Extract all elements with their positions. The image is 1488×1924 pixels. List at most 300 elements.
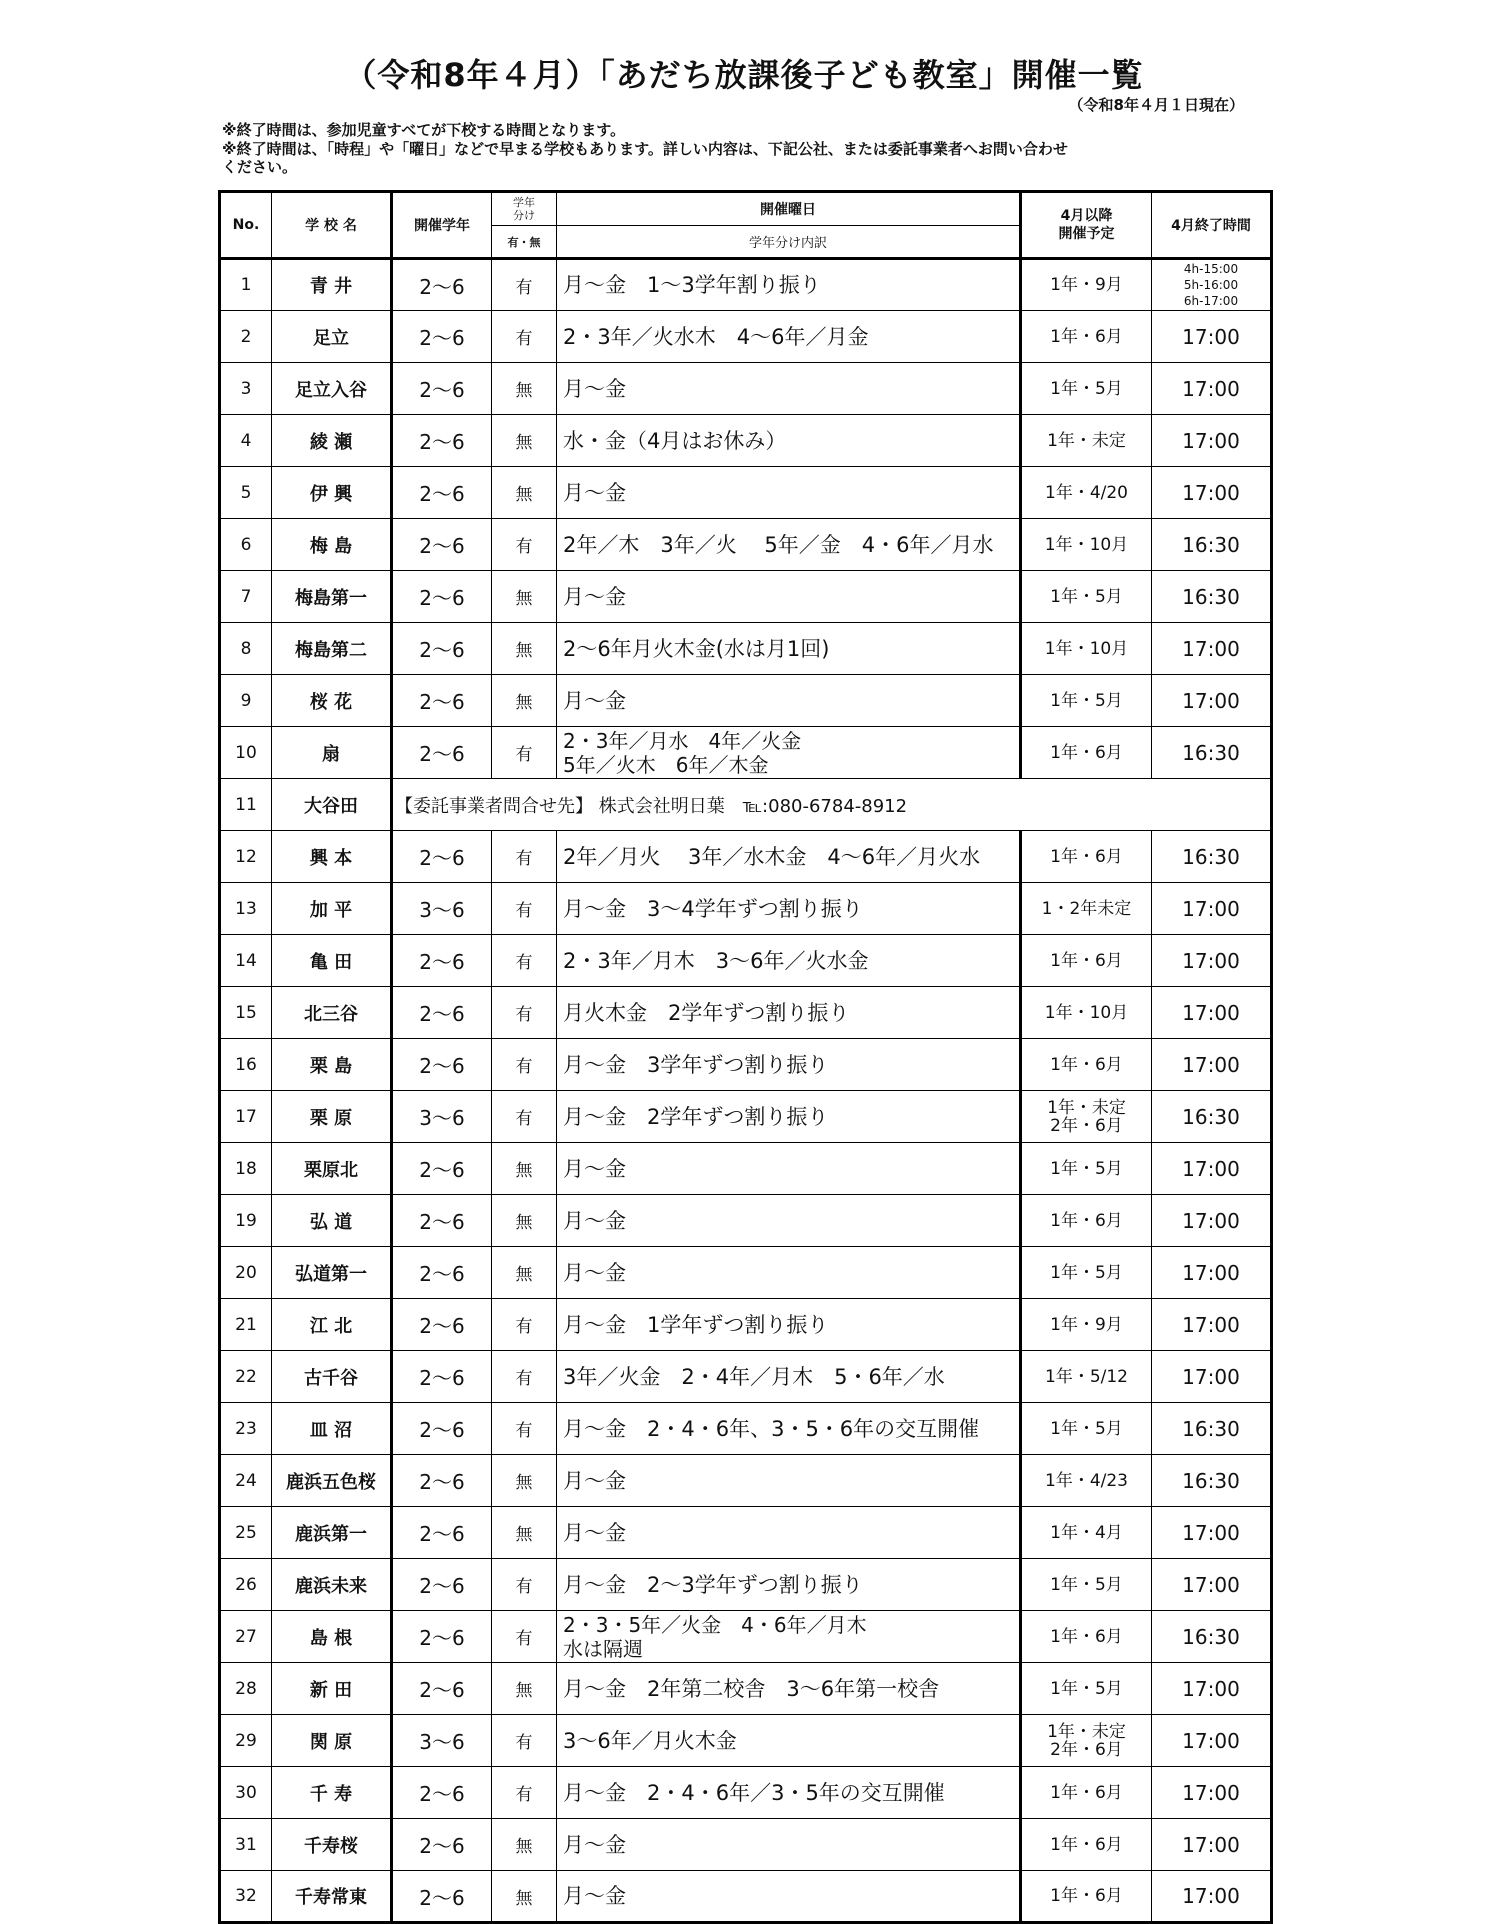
- plan-line: 1年・未定: [1047, 1721, 1126, 1742]
- row-number: 11: [220, 779, 272, 831]
- plan-after-april: [1021, 1143, 1152, 1195]
- end-time-line: 5h-16:00: [1183, 278, 1239, 292]
- plan-line: 1年・5月: [1050, 690, 1123, 711]
- school-name: 千 寿: [272, 1767, 392, 1819]
- plan-line: 1年・9月: [1050, 275, 1123, 295]
- end-time-line: 17:00: [1182, 1832, 1240, 1857]
- row-number: 26: [220, 1559, 272, 1611]
- table-row: [220, 675, 1272, 727]
- table-row: [220, 623, 1272, 675]
- grade-split: 有: [492, 1767, 557, 1819]
- grades: 2～6: [392, 1819, 492, 1871]
- end-time-line: 17:00: [1182, 636, 1240, 661]
- days-line: 2・3年／月水 4年／火金: [563, 728, 802, 753]
- header-plan: [1021, 192, 1152, 259]
- grades: 2～6: [392, 987, 492, 1039]
- end-time-line: 16:30: [1182, 844, 1240, 869]
- plan-after-april: [1021, 571, 1152, 623]
- as-of-date: （令和8年４月１日現在）: [1068, 96, 1244, 114]
- days-detail: [557, 363, 1021, 415]
- plan-line: 1年・6月: [1050, 326, 1123, 347]
- days-detail: [557, 1559, 1021, 1611]
- end-time-line: 17:00: [1182, 1884, 1240, 1908]
- table-row: [220, 311, 1272, 363]
- table-row: [220, 259, 1272, 311]
- grades: 2～6: [392, 1663, 492, 1715]
- grades: 2～6: [392, 1559, 492, 1611]
- table-row: [220, 1559, 1272, 1611]
- april-end-time: [1152, 831, 1272, 883]
- end-time-line: 17:00: [1182, 1052, 1240, 1077]
- grades: 2～6: [392, 1299, 492, 1351]
- school-name: 栗原北: [272, 1143, 392, 1195]
- days-detail: [557, 1195, 1021, 1247]
- table-row: [220, 1247, 1272, 1299]
- plan-after-april: [1021, 623, 1152, 675]
- grades: 2～6: [392, 1767, 492, 1819]
- days-line: 月～金: [563, 1884, 626, 1908]
- days-line: 5年／火木 6年／木金: [563, 752, 769, 777]
- plan-after-april: [1021, 1767, 1152, 1819]
- row-number: 27: [220, 1611, 272, 1663]
- school-name: 鹿浜五色桜: [272, 1455, 392, 1507]
- end-time-line: 17:00: [1182, 1572, 1240, 1597]
- april-end-time: [1152, 623, 1272, 675]
- days-line: 月～金 1～3学年割り振り: [563, 273, 821, 297]
- grade-split: 有: [492, 311, 557, 363]
- school-name: 大谷田: [272, 779, 392, 831]
- grade-split: 無: [492, 623, 557, 675]
- plan-line: 1年・4月: [1050, 1522, 1123, 1543]
- school-name: 千寿桜: [272, 1819, 392, 1871]
- days-detail: [557, 259, 1021, 311]
- days-detail: [557, 727, 1021, 779]
- row-number: 24: [220, 1455, 272, 1507]
- schedule-table: [218, 190, 1273, 1924]
- school-name: 皿 沼: [272, 1403, 392, 1455]
- april-end-time: [1152, 1143, 1272, 1195]
- days-line: 月～金: [563, 1468, 626, 1493]
- april-end-time: [1152, 363, 1272, 415]
- plan-after-april: [1021, 1611, 1152, 1663]
- days-line: 2・3年／月木 3～6年／火水金: [563, 948, 869, 973]
- grades: 2～6: [392, 1195, 492, 1247]
- grade-split: 有: [492, 1299, 557, 1351]
- plan-after-april: [1021, 883, 1152, 935]
- table-row: [220, 987, 1272, 1039]
- plan-line: 1年・4/20: [1045, 482, 1128, 503]
- row-number: 1: [220, 259, 272, 311]
- row-number: 30: [220, 1767, 272, 1819]
- plan-line: 1年・5月: [1050, 378, 1123, 399]
- row-number: 22: [220, 1351, 272, 1403]
- grades: 2～6: [392, 571, 492, 623]
- school-name: 古千谷: [272, 1351, 392, 1403]
- plan-after-april: [1021, 1195, 1152, 1247]
- grade-split: 無: [492, 1871, 557, 1923]
- plan-line: 1年・10月: [1044, 534, 1129, 555]
- grades: 2～6: [392, 1351, 492, 1403]
- school-name: 鹿浜第一: [272, 1507, 392, 1559]
- plan-after-april: [1021, 1715, 1152, 1767]
- plan-after-april: [1021, 1819, 1152, 1871]
- plan-after-april: [1021, 259, 1152, 311]
- plan-after-april: [1021, 1299, 1152, 1351]
- grades: 2～6: [392, 831, 492, 883]
- days-line: 月～金: [563, 1156, 626, 1181]
- plan-after-april: [1021, 1039, 1152, 1091]
- header-days: 開催曜日: [557, 192, 1021, 226]
- grade-split: 有: [492, 883, 557, 935]
- table-row: [220, 1871, 1272, 1923]
- plan-line: 1年・10月: [1044, 1002, 1129, 1023]
- days-line: 月～金: [563, 480, 626, 505]
- school-name: 足立入谷: [272, 363, 392, 415]
- table-row: [220, 1195, 1272, 1247]
- end-time-line: 17:00: [1182, 1000, 1240, 1025]
- days-detail: [557, 1507, 1021, 1559]
- school-name: 興 本: [272, 831, 392, 883]
- end-time-line: 17:00: [1182, 1520, 1240, 1545]
- end-time-line: 17:00: [1182, 1676, 1240, 1701]
- plan-line: 1年・5月: [1050, 1678, 1123, 1699]
- end-time-line: 17:00: [1182, 688, 1240, 713]
- days-detail: [557, 1351, 1021, 1403]
- grades: 2～6: [392, 259, 492, 311]
- grades: 2～6: [392, 623, 492, 675]
- april-end-time: [1152, 259, 1272, 311]
- days-detail: [557, 467, 1021, 519]
- page-title: （令和8年４月）「あだち放課後子ども教室」開催一覧: [344, 56, 1144, 94]
- grade-split: 無: [492, 1507, 557, 1559]
- plan-line: 1年・未定: [1047, 430, 1126, 451]
- april-end-time: [1152, 1715, 1272, 1767]
- table-row: [220, 883, 1272, 935]
- table-row: [220, 935, 1272, 987]
- school-name: 梅島第二: [272, 623, 392, 675]
- school-name: 伊 興: [272, 467, 392, 519]
- table-row: [220, 831, 1272, 883]
- april-end-time: [1152, 1351, 1272, 1403]
- grades: 2～6: [392, 1871, 492, 1923]
- days-detail: [557, 1767, 1021, 1819]
- april-end-time: [1152, 1455, 1272, 1507]
- plan-after-april: [1021, 935, 1152, 987]
- days-detail: [557, 1455, 1021, 1507]
- days-line: 月～金 2・4・6年、3・5・6年の交互開催: [563, 1416, 980, 1441]
- grades: 3～6: [392, 1715, 492, 1767]
- note-line: ※終了時間は、参加児童すべてが下校する時間となります。: [222, 121, 626, 139]
- plan-after-april: [1021, 1507, 1152, 1559]
- end-time-line: 17:00: [1182, 1364, 1240, 1389]
- plan-line: 1年・5月: [1050, 1158, 1123, 1179]
- plan-line: 1年・10月: [1044, 638, 1129, 659]
- grades: 3～6: [392, 1091, 492, 1143]
- end-time-line: 16:30: [1182, 1416, 1240, 1441]
- grades: 2～6: [392, 935, 492, 987]
- table-row: [220, 1663, 1272, 1715]
- plan-after-april: [1021, 1871, 1152, 1923]
- row-number: 20: [220, 1247, 272, 1299]
- school-name: 桜 花: [272, 675, 392, 727]
- grade-split: 無: [492, 1143, 557, 1195]
- plan-line: 1年・6月: [1050, 1054, 1123, 1075]
- table-row: [220, 779, 1272, 831]
- end-time-line: 17:00: [1182, 1260, 1240, 1285]
- april-end-time: [1152, 1195, 1272, 1247]
- april-end-time: [1152, 727, 1272, 779]
- row-number: 18: [220, 1143, 272, 1195]
- row-number: 25: [220, 1507, 272, 1559]
- april-end-time: [1152, 571, 1272, 623]
- plan-line: 1年・5月: [1050, 1418, 1123, 1439]
- plan-line: 1年・5月: [1050, 1574, 1123, 1595]
- end-time-line: 16:30: [1182, 740, 1240, 765]
- grade-split: 有: [492, 831, 557, 883]
- plan-line: 1年・6月: [1050, 1782, 1123, 1803]
- plan-line: 1年・6月: [1050, 742, 1123, 763]
- days-detail: [557, 571, 1021, 623]
- days-line: 月火木金 2学年ずつ割り振り: [563, 1000, 850, 1025]
- school-name: 鹿浜未来: [272, 1559, 392, 1611]
- april-end-time: [1152, 1091, 1272, 1143]
- school-name: 青 井: [272, 259, 392, 311]
- days-detail: [557, 1403, 1021, 1455]
- plan-line: 1年・6月: [1050, 950, 1123, 971]
- grade-split: 有: [492, 1559, 557, 1611]
- days-detail: [557, 1715, 1021, 1767]
- grade-split: 無: [492, 1819, 557, 1871]
- grades: 2～6: [392, 675, 492, 727]
- end-time-line: 16:30: [1182, 1624, 1240, 1649]
- grade-split: 有: [492, 1403, 557, 1455]
- plan-line: 1年・6月: [1050, 1834, 1123, 1855]
- days-detail: [557, 623, 1021, 675]
- days-detail: [557, 675, 1021, 727]
- plan-after-april: [1021, 1091, 1152, 1143]
- end-time-line: 17:00: [1182, 1208, 1240, 1233]
- plan-line: 1年・6月: [1050, 1626, 1123, 1647]
- row-number: 14: [220, 935, 272, 987]
- header-split: [492, 192, 557, 226]
- days-detail: [557, 1871, 1021, 1923]
- end-time-line: 6h-17:00: [1183, 294, 1239, 308]
- grade-split: 無: [492, 363, 557, 415]
- table-row: [220, 1715, 1272, 1767]
- days-detail: [557, 883, 1021, 935]
- days-detail: [557, 1819, 1021, 1871]
- grades: 2～6: [392, 415, 492, 467]
- april-end-time: [1152, 935, 1272, 987]
- days-line: 月～金 3～4学年ずつ割り振り: [563, 896, 863, 921]
- april-end-time: [1152, 1299, 1272, 1351]
- end-time-line: 17:00: [1182, 428, 1240, 453]
- plan-after-april: [1021, 519, 1152, 571]
- april-end-time: [1152, 519, 1272, 571]
- grade-split: 無: [492, 571, 557, 623]
- school-name: 栗 島: [272, 1039, 392, 1091]
- days-detail: [557, 1663, 1021, 1715]
- days-line: 2・3・5年／火金 4・6年／月木: [563, 1612, 867, 1637]
- header-no: No.: [220, 192, 272, 259]
- days-detail: [557, 311, 1021, 363]
- row-number: 19: [220, 1195, 272, 1247]
- grade-split: 有: [492, 519, 557, 571]
- school-name: 梅 島: [272, 519, 392, 571]
- april-end-time: [1152, 1559, 1272, 1611]
- april-end-time: [1152, 675, 1272, 727]
- end-time-line: 16:30: [1182, 532, 1240, 557]
- days-detail: [557, 1299, 1021, 1351]
- days-line: 月～金 2・4・6年／3・5年の交互開催: [563, 1780, 945, 1805]
- row-number: 10: [220, 727, 272, 779]
- plan-after-april: [1021, 1663, 1152, 1715]
- table-row: [220, 415, 1272, 467]
- days-detail: [557, 415, 1021, 467]
- note-line: ください。: [222, 158, 298, 176]
- header-plan-l1: 4月以降: [1060, 208, 1113, 224]
- contact-info: 【委託事業者問合せ先】 株式会社明日葉 ℡:080-6784-8912: [392, 779, 1272, 831]
- days-line: 月～金 2学年ずつ割り振り: [563, 1104, 829, 1129]
- days-detail: [557, 1143, 1021, 1195]
- header-school: 学 校 名: [272, 192, 392, 259]
- school-name: 亀 田: [272, 935, 392, 987]
- row-number: 17: [220, 1091, 272, 1143]
- plan-after-april: [1021, 987, 1152, 1039]
- days-line: 月～金: [563, 688, 626, 713]
- grades: 2～6: [392, 1143, 492, 1195]
- grades: 2～6: [392, 363, 492, 415]
- days-line: 3～6年／月火木金: [563, 1728, 737, 1753]
- row-number: 4: [220, 415, 272, 467]
- april-end-time: [1152, 1663, 1272, 1715]
- plan-line: 1年・5月: [1050, 1262, 1123, 1283]
- grade-split: 有: [492, 1091, 557, 1143]
- days-detail: [557, 1247, 1021, 1299]
- table-row: [220, 519, 1272, 571]
- end-time-line: 17:00: [1182, 480, 1240, 505]
- days-detail: [557, 987, 1021, 1039]
- row-number: 28: [220, 1663, 272, 1715]
- end-time-line: 16:30: [1182, 1468, 1240, 1493]
- header-grades: 開催学年: [392, 192, 492, 259]
- row-number: 8: [220, 623, 272, 675]
- april-end-time: [1152, 415, 1272, 467]
- table-row: [220, 1299, 1272, 1351]
- table-row: [220, 363, 1272, 415]
- plan-after-april: [1021, 675, 1152, 727]
- end-time-line: 17:00: [1182, 896, 1240, 921]
- plan-line: 2年・6月: [1050, 1739, 1123, 1760]
- days-detail: [557, 1039, 1021, 1091]
- plan-line: 1年・5/12: [1045, 1366, 1128, 1387]
- plan-after-april: [1021, 415, 1152, 467]
- row-number: 5: [220, 467, 272, 519]
- school-name: 千寿常東: [272, 1871, 392, 1923]
- table-row: [220, 1091, 1272, 1143]
- days-line: 水は隔週: [563, 1636, 643, 1661]
- days-line: 月～金 2年第二校舎 3～6年第一校舎: [563, 1676, 940, 1701]
- school-name: 弘道第一: [272, 1247, 392, 1299]
- plan-after-april: [1021, 831, 1152, 883]
- row-number: 12: [220, 831, 272, 883]
- plan-after-april: [1021, 1403, 1152, 1455]
- plan-line: 1年・4/23: [1045, 1470, 1128, 1491]
- april-end-time: [1152, 883, 1272, 935]
- end-time-line: 17:00: [1182, 1156, 1240, 1181]
- plan-after-april: [1021, 1559, 1152, 1611]
- days-line: 月～金: [563, 1832, 626, 1857]
- grade-split: 無: [492, 675, 557, 727]
- grades: 2～6: [392, 727, 492, 779]
- april-end-time: [1152, 1611, 1272, 1663]
- plan-after-april: [1021, 311, 1152, 363]
- header-plan-l2: 開催予定: [1058, 226, 1115, 242]
- days-detail: [557, 831, 1021, 883]
- plan-line: 2年・6月: [1050, 1115, 1123, 1136]
- grade-split: 有: [492, 259, 557, 311]
- grades: 2～6: [392, 1455, 492, 1507]
- days-line: 水・金（4月はお休み）: [563, 428, 787, 453]
- grade-split: 有: [492, 1351, 557, 1403]
- plan-after-april: [1021, 363, 1152, 415]
- days-line: 月～金: [563, 376, 626, 401]
- table-row: [220, 571, 1272, 623]
- april-end-time: [1152, 1767, 1272, 1819]
- april-end-time: [1152, 1507, 1272, 1559]
- table-row: [220, 727, 1272, 779]
- header-split-top: 学年: [513, 196, 535, 209]
- table-row: [220, 1403, 1272, 1455]
- grades: 2～6: [392, 1611, 492, 1663]
- april-end-time: [1152, 987, 1272, 1039]
- row-number: 29: [220, 1715, 272, 1767]
- grades: 2～6: [392, 311, 492, 363]
- table-row: [220, 1819, 1272, 1871]
- header-end: 4月終了時間: [1152, 192, 1272, 259]
- school-name: 江 北: [272, 1299, 392, 1351]
- end-time-line: 17:00: [1182, 948, 1240, 973]
- grade-split: 無: [492, 1195, 557, 1247]
- plan-after-april: [1021, 1455, 1152, 1507]
- april-end-time: [1152, 1819, 1272, 1871]
- days-line: 3年／火金 2・4年／月木 5・6年／水: [563, 1364, 945, 1389]
- april-end-time: [1152, 1039, 1272, 1091]
- days-line: 2～6年月火木金(水は月1回): [563, 636, 830, 661]
- header-split-detail: 学年分け内訳: [557, 226, 1021, 259]
- plan-line: 1年・未定: [1047, 1097, 1126, 1118]
- header-split-mid: 分け: [513, 209, 535, 222]
- table-row: [220, 1507, 1272, 1559]
- end-time-line: 17:00: [1182, 324, 1240, 349]
- grade-split: 有: [492, 935, 557, 987]
- days-line: 2・3年／火水木 4～6年／月金: [563, 324, 869, 349]
- school-name: 梅島第一: [272, 571, 392, 623]
- days-line: 2年／木 3年／火 5年／金 4・6年／月水: [563, 532, 994, 557]
- school-name: 島 根: [272, 1611, 392, 1663]
- april-end-time: [1152, 1403, 1272, 1455]
- plan-line: 1年・6月: [1050, 1210, 1123, 1231]
- plan-line: 1・2年未定: [1041, 898, 1132, 919]
- grade-split: 有: [492, 1039, 557, 1091]
- days-line: 月～金: [563, 1208, 626, 1233]
- plan-after-april: [1021, 1351, 1152, 1403]
- row-number: 2: [220, 311, 272, 363]
- days-detail: [557, 1611, 1021, 1663]
- table-row: [220, 1039, 1272, 1091]
- row-number: 31: [220, 1819, 272, 1871]
- table-row: [220, 1455, 1272, 1507]
